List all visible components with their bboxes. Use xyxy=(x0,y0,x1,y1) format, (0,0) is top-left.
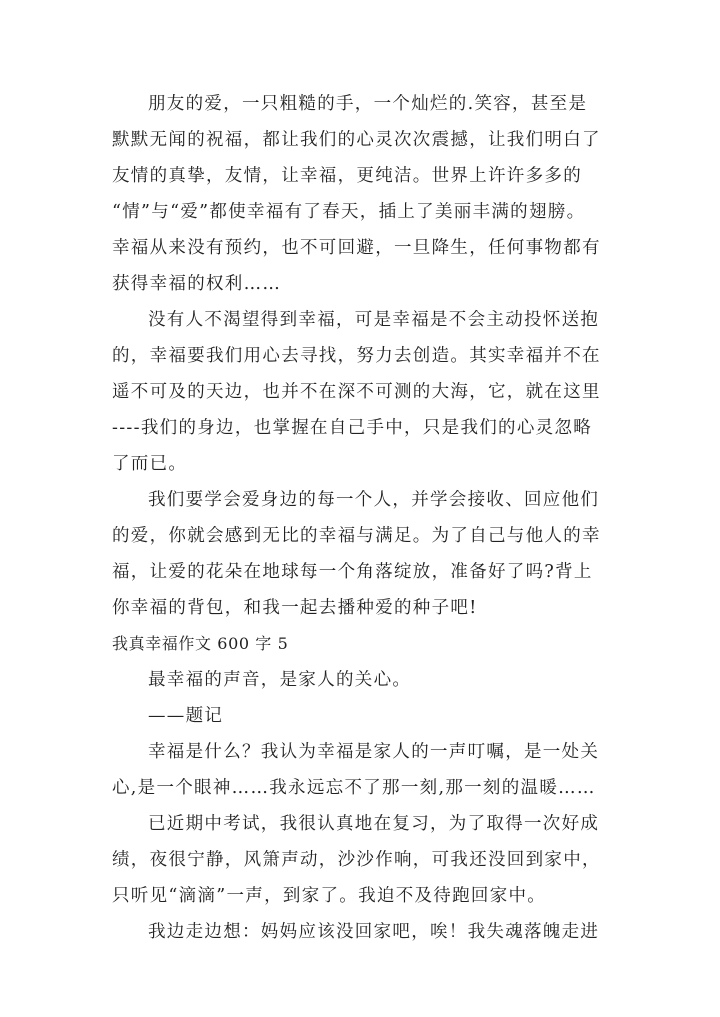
text-line: 遥不可及的天边，也并不在深不可测的大海，它，就在这里 xyxy=(112,382,601,402)
text-line: 我们要学会爱身边的每一个人，并学会接收、回应他们 xyxy=(148,490,600,510)
paragraph xyxy=(112,734,627,806)
text-line: 我边走边想：妈妈应该没回家吧，唉！我失魂落魄走进 xyxy=(148,922,600,942)
text-line: 朋友的爱，一只粗糙的手，一个灿烂的.笑容，甚至是 xyxy=(148,94,588,114)
section-heading xyxy=(112,626,627,662)
text-line: 幸福从来没有预约，也不可回避，一旦降生，任何事物都有 xyxy=(112,238,601,258)
text-line: “情”与“爱”都使幸福有了春天，插上了美丽丰满的翅膀。 xyxy=(112,202,586,222)
text-line: 友情的真挚，友情，让幸福，更纯洁。世界上许许多多的 xyxy=(112,166,582,186)
paragraph xyxy=(112,482,627,626)
paragraph xyxy=(112,662,627,698)
text-line: 的爱，你就会感到无比的幸福与满足。为了自己与他人的幸 xyxy=(112,526,601,546)
text-line: ——题记 xyxy=(148,706,224,726)
text-line: 的，幸福要我们用心去寻找，努力去创造。其实幸福并不在 xyxy=(112,346,601,366)
text-line: 福，让爱的花朵在地球每一个角落绽放，准备好了吗?背上 xyxy=(112,562,593,582)
text-line: 只听见“滴滴”一声，到家了。我迫不及待跑回家中。 xyxy=(112,886,547,906)
paragraph xyxy=(112,914,627,950)
text-line: 心,是一个眼神……我永远忘不了那一刻,那一刻的温暖…… xyxy=(112,778,596,798)
text-line: 最幸福的声音，是家人的关心。 xyxy=(148,670,412,690)
paragraph xyxy=(112,806,627,914)
document-page xyxy=(112,86,627,950)
paragraph xyxy=(112,86,627,302)
paragraph xyxy=(112,302,627,482)
text-line: 幸福是什么？我认为幸福是家人的一声叮嘱，是一处关 xyxy=(148,742,600,762)
text-line: 默默无闻的祝福，都让我们的心灵次次震撼，让我们明白了 xyxy=(112,130,601,150)
text-line: 获得幸福的权利…… xyxy=(112,274,282,294)
text-line: 已近期中考试，我很认真地在复习，为了取得一次好成 xyxy=(148,814,600,834)
paragraph xyxy=(112,698,627,734)
text-line: 我真幸福作文 600 字 5 xyxy=(112,634,289,653)
text-line: 绩，夜很宁静，风箫声动，沙沙作响，可我还没回到家中， xyxy=(112,850,601,870)
text-line: 你幸福的背包，和我一起去播种爱的种子吧! xyxy=(112,598,478,618)
text-line: 没有人不渴望得到幸福，可是幸福是不会主动投怀送抱 xyxy=(148,310,600,330)
text-line: ----我们的身边，也掌握在自己手中，只是我们的心灵忽略 xyxy=(112,418,593,438)
text-line: 了而已。 xyxy=(112,454,188,474)
